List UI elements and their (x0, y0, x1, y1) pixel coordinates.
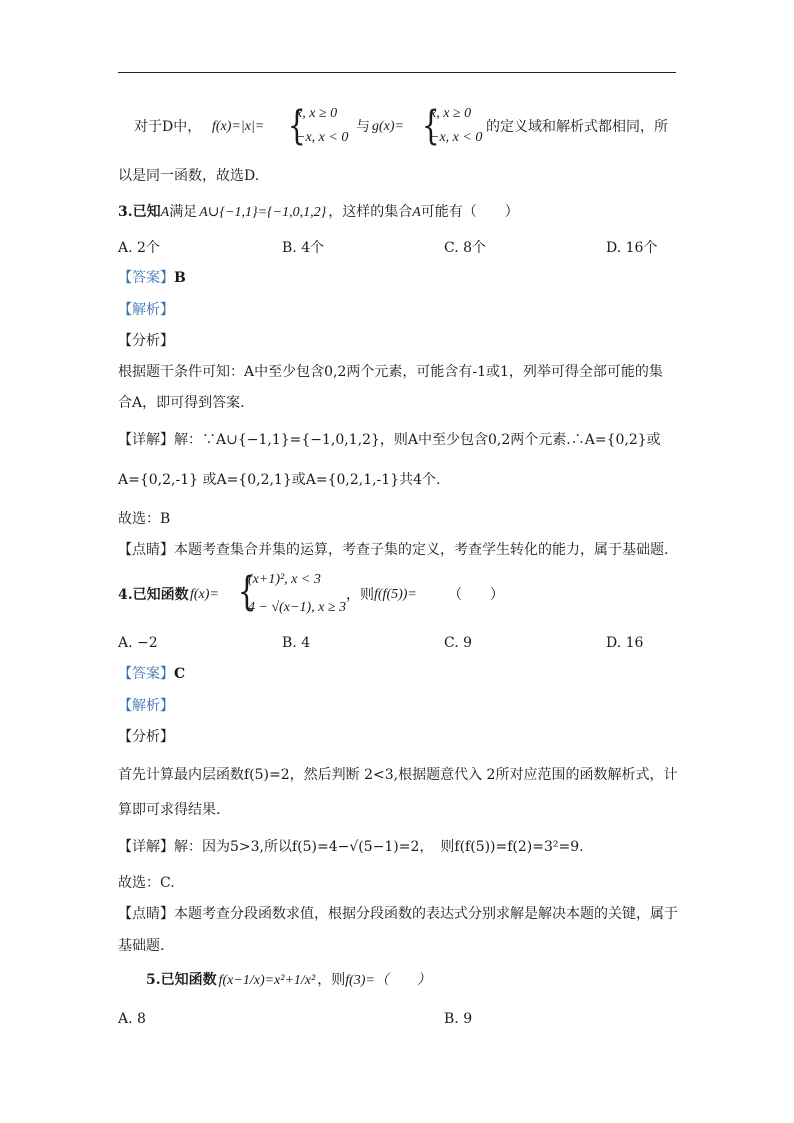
q5-option-b: B. 9 (444, 1011, 473, 1027)
q3-fenxi-tag: 【分析】 (118, 333, 174, 349)
q5-number: 5.已知函数 (146, 972, 217, 988)
q3-detail-line1 (118, 430, 661, 450)
g-label: g(x)= (372, 119, 404, 134)
q4-answer-tag: 【答案】 (118, 666, 174, 682)
g-case2: −x, x < 0 (430, 130, 483, 145)
brace-g: { (421, 103, 440, 149)
q3-answer-value: B (174, 270, 186, 286)
header-rule (118, 72, 676, 73)
d-mid: 与 (356, 119, 370, 135)
d-prefix: 对于D中， (134, 119, 202, 135)
q4-f-label: f(x)= (190, 587, 219, 602)
q3-answer (118, 268, 186, 288)
f-case2: −x, x < 0 (296, 130, 349, 145)
q3-fenxi-line2: 合A，即可得到答案. (118, 395, 245, 411)
q3-option-c: C. 8个 (444, 240, 487, 256)
d-line2: 以是同一函数，故选D. (118, 168, 260, 184)
q4-detail-tag: 【详解】 (118, 839, 174, 855)
q3-answer-tag: 【答案】 (118, 270, 174, 286)
q3-dianjing-text: 本题考查集合并集的运算，考查子集的定义，考查学生转化的能力，属于基础题. (174, 542, 669, 558)
d-suffix: 的定义域和解析式都相同，所 (486, 119, 668, 135)
q3-stem-c: 满足 (169, 204, 198, 220)
g-case1: x, x ≥ 0 (430, 106, 472, 121)
q3-stem-math: A∪{−1,1}={−1,0,1,2} (199, 205, 327, 220)
q5-option-a: A. 8 (118, 1011, 146, 1027)
q4-option-a: A. −2 (118, 635, 158, 651)
q5-stem-b: ，则 (317, 972, 346, 988)
q4-case2: 4 − √(x−1), x ≥ 3 (248, 600, 347, 615)
q3-stem-f: 可能有（ ） (420, 204, 519, 220)
q3-option-d: D. 16个 (606, 240, 658, 256)
q4-dianjing-line1 (118, 904, 678, 924)
q5-stem-math: f(x−1/x)=x²+1/x² (218, 973, 316, 988)
brace-f: { (287, 103, 306, 149)
q3-stem-d: ，这样的集合 (328, 204, 413, 220)
q3-dianjing (118, 540, 668, 560)
q5-stem (146, 970, 431, 991)
q4-number: 4.已知函数 (118, 587, 189, 603)
f-abs-label: f(x)=|x|= (212, 119, 265, 134)
q4-answer (118, 664, 185, 684)
q3-number: 3.已知 (118, 204, 161, 220)
q3-dianjing-tag: 【点睛】 (118, 542, 174, 558)
q4-dianjing-line2: 基础题. (118, 938, 165, 954)
q4-choose: 故选：C. (118, 875, 175, 891)
q4-dianjing-text1: 本题考查分段函数求值，根据分段函数的表达式分别求解是解决本题的关键，属于 (174, 906, 678, 922)
q4-option-c: C. 9 (444, 635, 473, 651)
q3-fenxi-line1: 根据题干条件可知：A中至少包含0,2两个元素，可能含有-1或1，列举可得全部可能的集 (118, 364, 663, 380)
q4-option-d: D. 16 (606, 635, 644, 651)
q3-detail-tag: 【详解】 (118, 432, 174, 448)
q4-analysis-tag: 【解析】 (118, 698, 174, 714)
q4-dianjing-tag: 【点睛】 (118, 906, 174, 922)
f-case1: x, x ≥ 0 (296, 106, 338, 121)
q4-answer-value: C (174, 666, 186, 682)
q4-fenxi-tag: 【分析】 (118, 729, 174, 745)
q3-option-b: B. 4个 (282, 240, 325, 256)
q3-analysis-tag: 【解析】 (118, 302, 174, 318)
q3-choose: 故选：B (118, 511, 171, 527)
q4-stem-b: ，则 (346, 587, 374, 603)
q3-option-a: A. 2个 (118, 240, 160, 256)
q3-set-a2: A (412, 205, 421, 220)
q4-fenxi-line1: 首先计算最内层函数f(5)=2，然后判断 2<3,根据题意代入 2所对应范围的函数解析式，计 (118, 767, 678, 783)
q4-detail-line1 (118, 837, 584, 857)
q4-fenxi-line2: 算即可求得结果. (118, 802, 221, 818)
q5-stem-c: f(3)=（ ） (345, 973, 431, 988)
q3-stem (118, 202, 519, 223)
q4-case1: (x+1)², x < 3 (248, 572, 321, 587)
q3-detail-line2: A={0,2,-1} 或A={0,2,1}或A={0,2,1,-1}共4个. (118, 472, 441, 488)
q3-set-a: A (160, 205, 170, 220)
q4-stem-math: f(f(5))= (374, 587, 417, 602)
q4-detail-text1: 解：因为5>3,所以f(5)=4−√(5−1)=2， 则f(f(5))=f(2)=3²=9. (174, 839, 584, 855)
q4-stem-c: （ ） (448, 587, 504, 603)
q3-detail-text1: 解：∵A∪{−1,1}={−1,0,1,2}，则A中至少包含0,2两个元素.∴A={0,2}或 (174, 432, 661, 448)
q4-option-b: B. 4 (282, 635, 311, 651)
q4-brace: { (237, 569, 256, 615)
